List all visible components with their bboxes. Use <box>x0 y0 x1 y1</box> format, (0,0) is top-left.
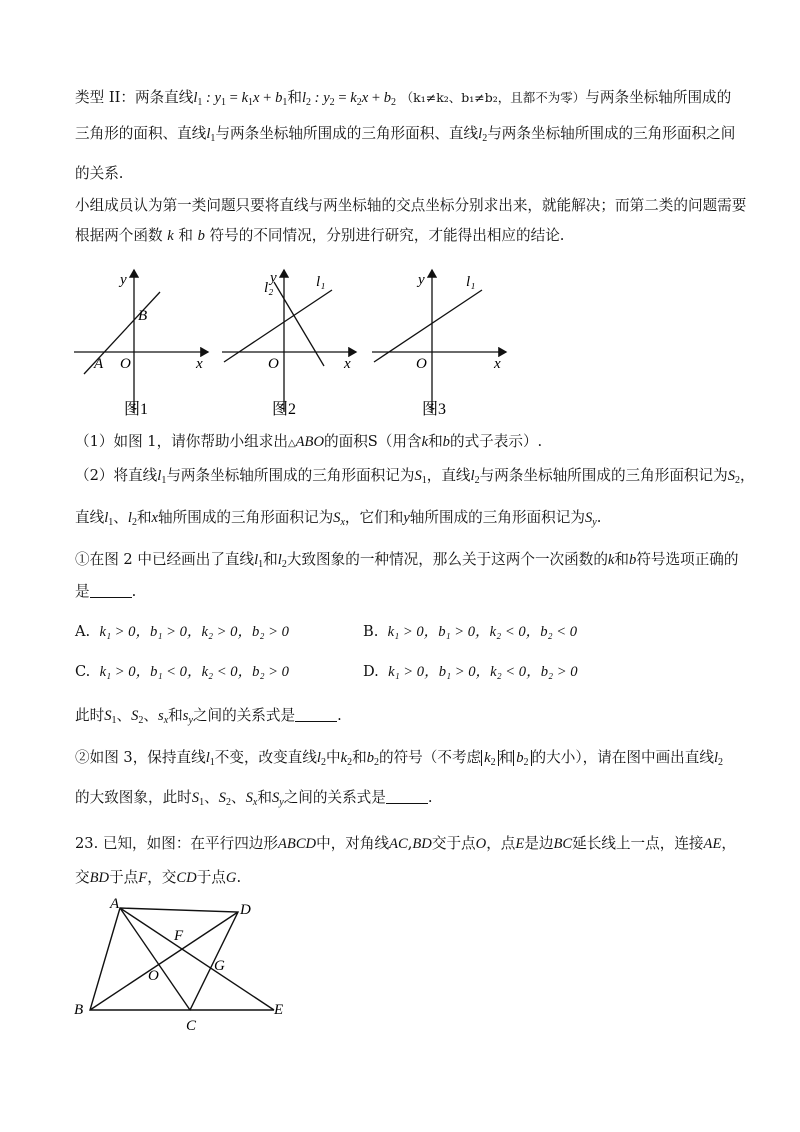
group-para-line1: 小组成员认为第一类问题只要将直线与两坐标轴的交点坐标分别求出来，就能解决；而第二类的问题需要 <box>75 197 747 214</box>
question-2-2-line2: 的大致图象，此时$S_1$、$S_2$、$S_x$和$S_y$之间的关系式是 . <box>75 789 433 808</box>
question-23-line1: 23. 已知，如图：在平行四边形ABCD中，对角线AC,BD交于点O，点E是边BC延长线上一点，连接AE， <box>75 835 736 852</box>
point-d-label: D <box>240 902 251 918</box>
option-b[interactable]: B. k₁ > 0，b₁ > 0，k₂ < 0，b₂ < 0 <box>363 623 578 640</box>
question-2-line2: 直线$l_1$、$l_2$和x轴所围成的三角形面积记为$S_x$，它们和y轴所围成的三角形面积记为$S_y$. <box>75 509 602 528</box>
fig2-x-label: x <box>344 356 351 372</box>
fig3-caption: 图3 <box>422 401 447 418</box>
fig3-l1-label: l₁ <box>466 274 476 290</box>
figure-3 <box>368 262 513 422</box>
parallelogram-figure <box>60 890 300 1040</box>
option-d[interactable]: D. k₁ > 0，b₁ > 0，k₂ < 0，b₂ > 0 <box>363 663 578 680</box>
fig1-x-label: x <box>196 356 203 372</box>
fig3-y-label: y <box>418 272 425 288</box>
figure-1 <box>70 262 215 422</box>
diagonal-ac <box>120 908 190 1010</box>
question-1: （1）如图 1，请你帮助小组求出△ABO的面积S（用含k和b的式子表示）. <box>75 433 543 450</box>
type2-line1: 类型 II：两条直线$l_1$ : $y_1 = k_1x + b_1$和$l_2$ : $y_2 = k_2x + b_2$ （k₁≠k₂、b₁≠b₂，且都不为零）与两条坐标轴所围成的 <box>75 89 732 108</box>
type2-line3: 的关系. <box>75 165 124 182</box>
question-2-line1: （2）将直线$l_1$与两条坐标轴所围成的三角形面积记为$S_1$，直线$l_2$与两条坐标轴所围成的三角形面积记为$S_2$， <box>75 467 755 486</box>
fig1-o-label: O <box>120 356 131 372</box>
figure-2 <box>218 262 363 422</box>
answer-blank-3[interactable] <box>386 789 428 804</box>
point-e-label: E <box>274 1002 284 1018</box>
fig2-y-label: y <box>270 270 277 286</box>
question-2-1-line1: ①在图 2 中已经画出了直线$l_1$和$l_2$大致图象的一种情况，那么关于这两个一次函数的k和b符号选项正确的 <box>75 551 739 570</box>
option-c[interactable]: C. k₁ > 0，b₁ < 0，k₂ < 0，b₂ > 0 <box>75 663 289 680</box>
answer-blank-2[interactable] <box>295 707 337 722</box>
point-a-label: A <box>110 896 120 912</box>
question-2-1-relation: 此时$S_1$、$S_2$、$s_x$和$s_y$之间的关系式是 . <box>75 707 342 726</box>
question-2-2-line1: ②如图 3，保持直线$l_1$不变，改变直线$l_2$中$k_2$和$b_2$的符号（不考虑 $k_2$ 和 $b_2$ 的大小），请在图中画出直线$l_2$ <box>75 749 724 768</box>
point-c-label: C <box>186 1018 197 1034</box>
point-o-label: O <box>148 968 159 984</box>
question-2-1-line2: 是 . <box>75 583 137 600</box>
fig2-l1-label: l₁ <box>316 274 326 290</box>
point-f-label: F <box>174 928 184 944</box>
fig1-caption: 图1 <box>124 401 149 418</box>
point-b-label: B <box>74 1002 84 1018</box>
fig2-o-label: O <box>268 356 279 372</box>
fig1-b-label: B <box>138 308 148 324</box>
fig3-o-label: O <box>416 356 427 372</box>
point-g-label: G <box>214 958 225 974</box>
fig2-caption: 图2 <box>272 401 297 418</box>
fig1-y-label: y <box>120 272 127 288</box>
fig1-a-label: A <box>94 356 104 372</box>
option-a[interactable]: A. k₁ > 0，b₁ > 0，k₂ > 0，b₂ > 0 <box>75 623 289 640</box>
fig2-l2-label: l₂ <box>264 280 274 296</box>
fig3-x-label: x <box>494 356 501 372</box>
type2-line2: 三角形的面积、直线$l_1$与两条坐标轴所围成的三角形面积、直线$l_2$与两条坐标轴所围成的三角形面积之间 <box>75 125 736 144</box>
group-para-line2: 根据两个函数 k 和 b 符号的不同情况，分别进行研究，才能得出相应的结论. <box>75 227 565 244</box>
answer-blank-1[interactable] <box>90 583 132 598</box>
question-23-line2: 交BD于点F，交CD于点G. <box>75 869 242 886</box>
fig3-line-l1 <box>374 290 482 362</box>
